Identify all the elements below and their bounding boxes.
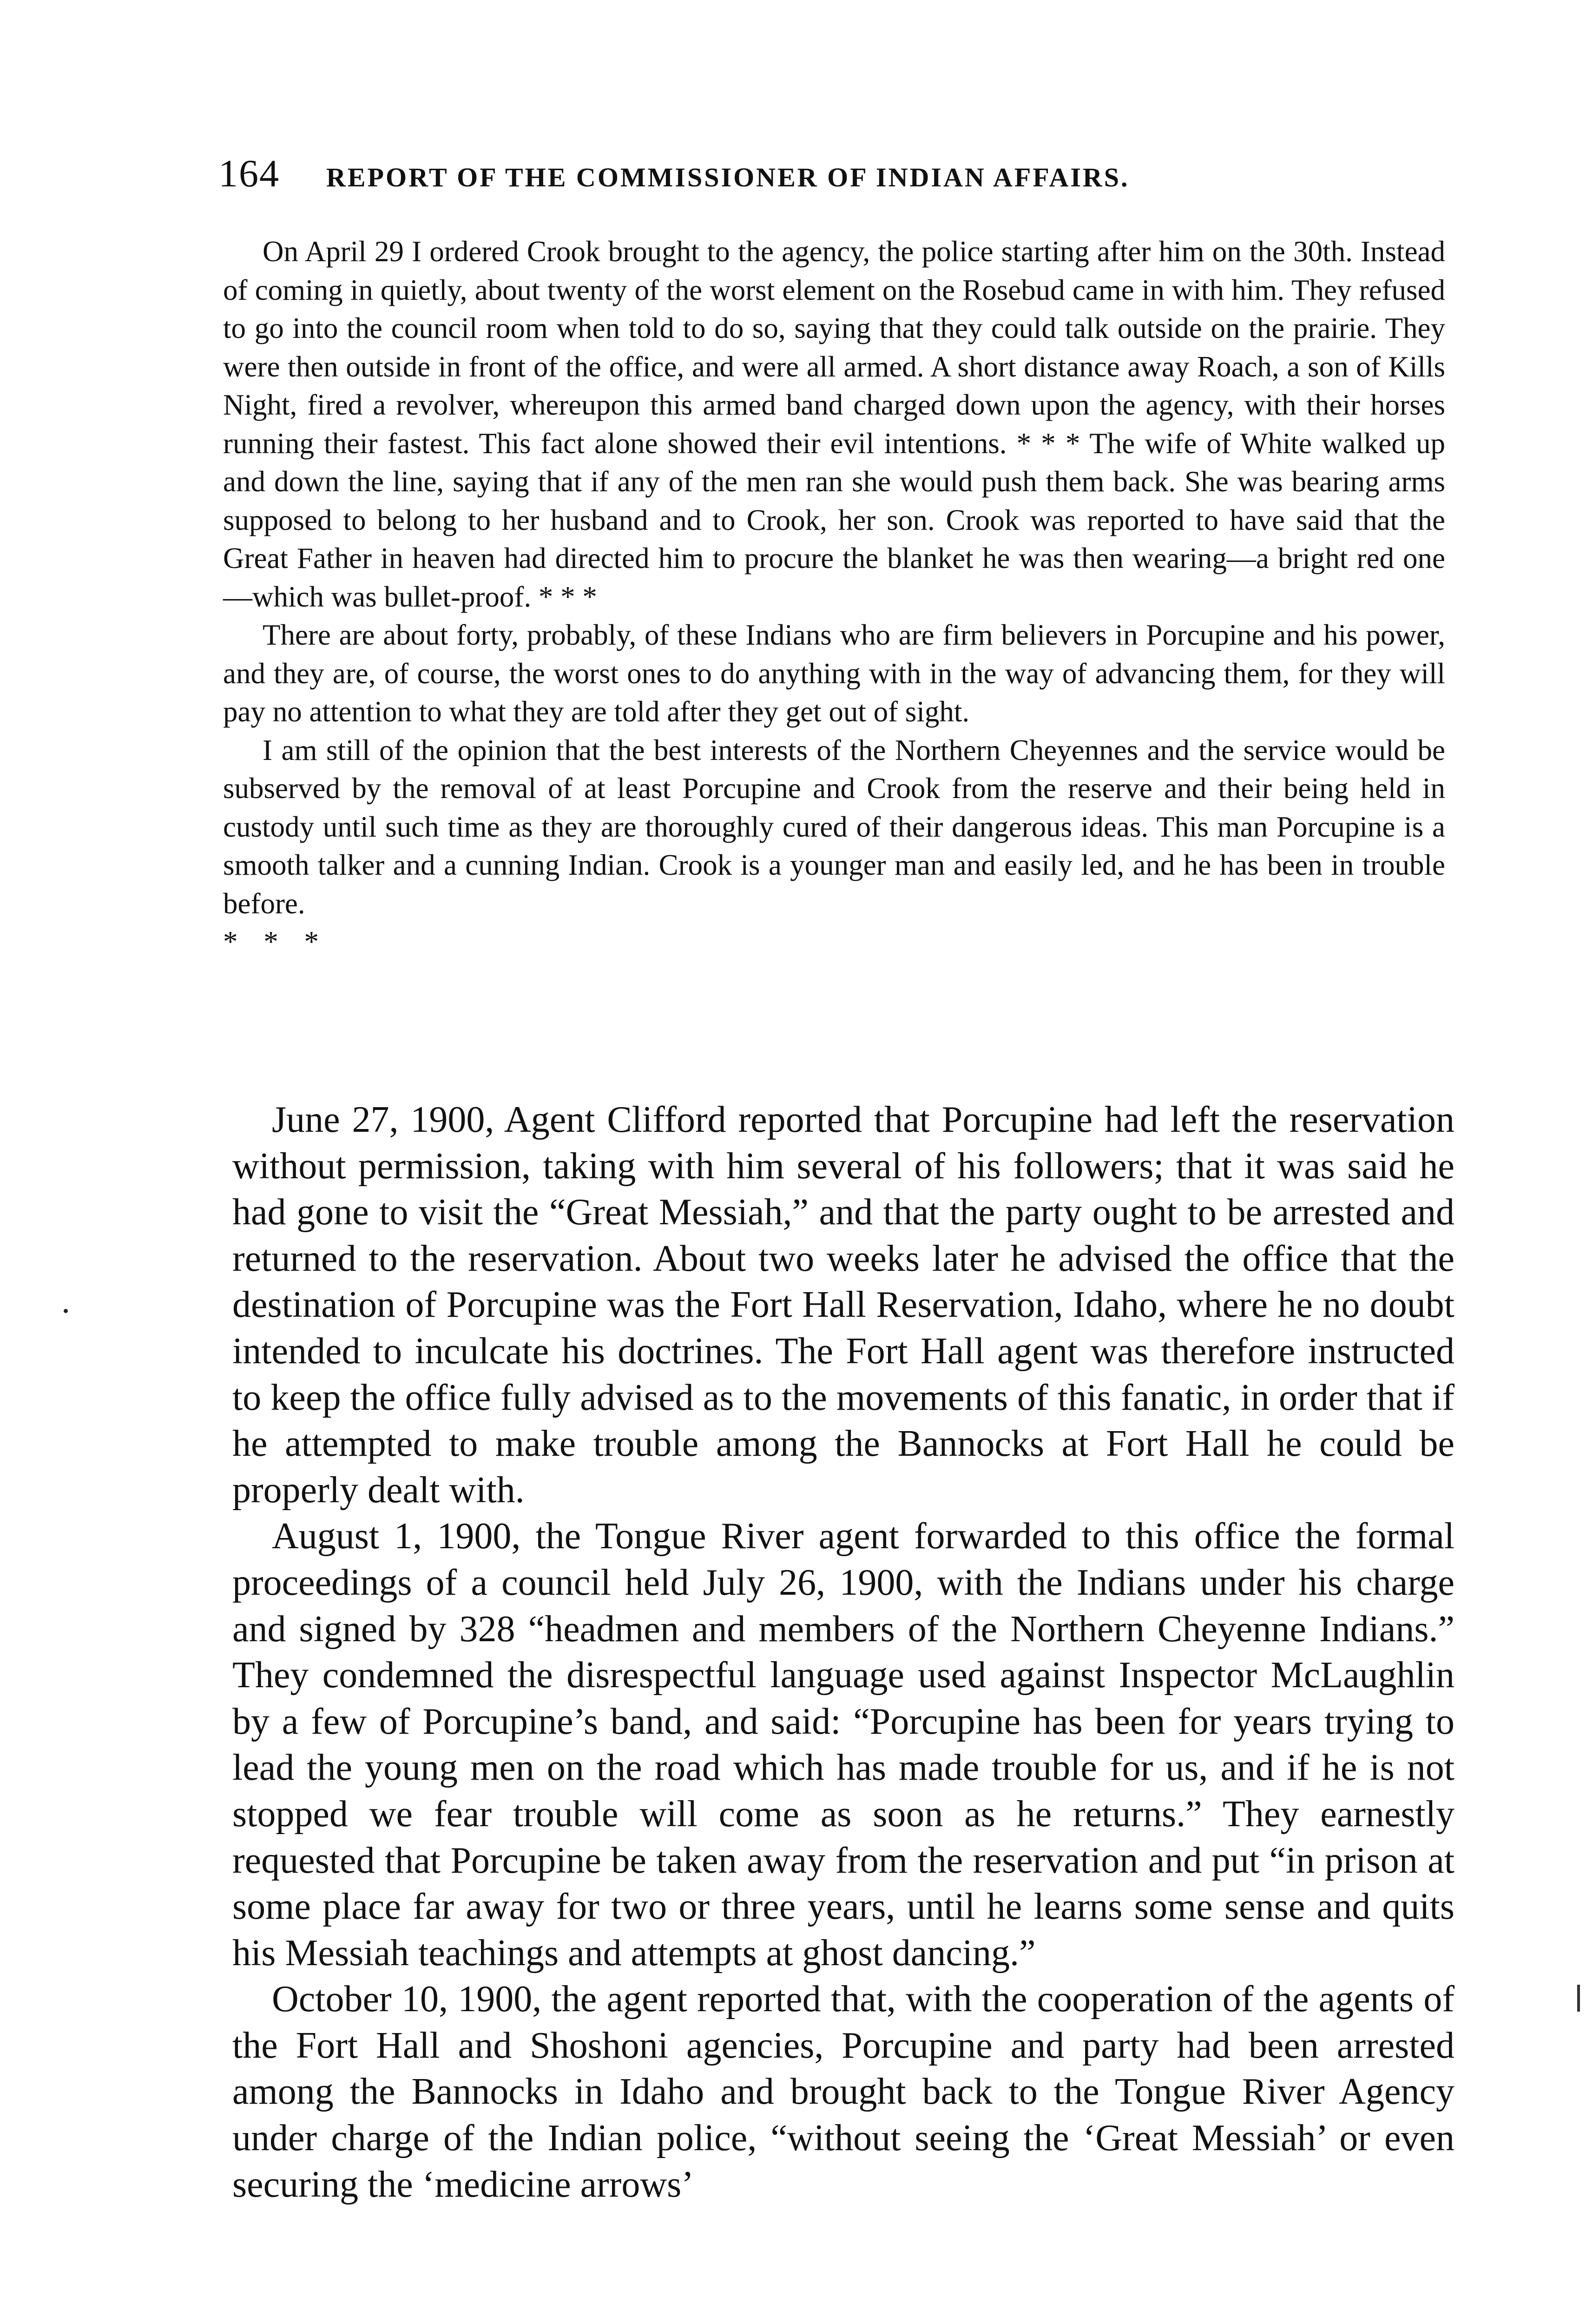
body-paragraph: October 10, 1900, the agent reported that, with the cooperation of the agents of the Fort Hall and Shoshoni agencies, Porcupine and party had been arrested among the Bannocks in Idaho and brought back to the Tongue River Agency under charge of the Indian police, “without seeing the ‘Great Messiah’ or even securing the ‘medicine arrows’ — [232, 1979, 1454, 2205]
quoted-report-block — [223, 232, 1445, 961]
quote-paragraph: On April 29 I ordered Crook brought to the agency, the police starting after him on the 30th. Instead of coming in quietly, about twenty of the worst element on the Rosebud came in with him. They refused to go into the council room when told to do so, saying that they could talk outside on the prairie. They were then outside in front of the office, and were all armed. A short distance away Roach, a son of Kills Night, fired a revolver, whereupon this armed band charged down upon the agency, with their horses running their fastest. This fact alone showed their evil intentions. * * * The wife of White walked up and down the line, saying that if any of the men ran she would push them back. She was bearing arms supposed to belong to her husband and to Crook, her son. Crook was reported to have said that the Great Father in heaven had directed him to procure the blanket he was then wearing—a bright red one—which was bullet-proof. * * * — [223, 235, 1445, 613]
quote-closing-stars: * * * — [223, 925, 328, 958]
margin-speck — [64, 1309, 68, 1313]
body-paragraph: June 27, 1900, Agent Clifford reported that Porcupine had left the reservation without permission, taking with him several of his followers; that it was said he had gone to visit the “Great Messiah,” and that the party ought to be arrested and returned to the reservation. About two weeks later he advised the office that the destination of Porcupine was the Fort Hall Reservation, Idaho, where he no doubt intended to inculcate his doctrines. The Fort Hall agent was therefore instructed to keep the office fully advised as to the movements of this fanatic, in order that if he attempted to make trouble among the Bannocks at Fort Hall he could be properly dealt with. — [232, 1099, 1454, 1511]
quote-paragraph: There are about forty, probably, of these Indians who are firm believers in Porcupine and his power, and they are, of course, the worst ones to do anything with in the way of advancing them, for they will pay no attention to what they are told after they get out of sight. — [223, 619, 1445, 728]
main-body-text — [232, 1097, 1454, 2208]
page-number: 164 — [218, 152, 280, 195]
running-head: REPORT OF THE COMMISSIONER OF INDIAN AFFAIRS. — [326, 162, 1130, 192]
quote-paragraph: I am still of the opinion that the best interests of the Northern Cheyennes and the service would be subserved by the removal of at least Porcupine and Crook from the reserve and their being held in custody until such time as they are thoroughly cured of their dangerous ideas. This man Porcupine is a smooth talker and a cunning Indian. Crook is a younger man and easily led, and he has been in trouble before. — [223, 733, 1445, 920]
body-paragraph: August 1, 1900, the Tongue River agent forwarded to this office the formal proceedings of a council held July 26, 1900, with the Indians under his charge and signed by 328 “headmen and members of the Northern Cheyenne Indians.” They condemned the disrespectful language used against Inspector McLaughlin by a few of Porcupine’s band, and said: “Porcupine has been for years trying to lead the young men on the road which has made trouble for us, and if he is not stopped we fear trouble will come as soon as he returns.” They earnestly requested that Porcupine be taken away from the reservation and put “in prison at some place far away for two or three years, until he learns some sense and quits his Messiah teachings and attempts at ghost dancing.” — [232, 1516, 1454, 1974]
margin-edge-mark — [1577, 1985, 1580, 2012]
page-header — [218, 151, 1324, 196]
